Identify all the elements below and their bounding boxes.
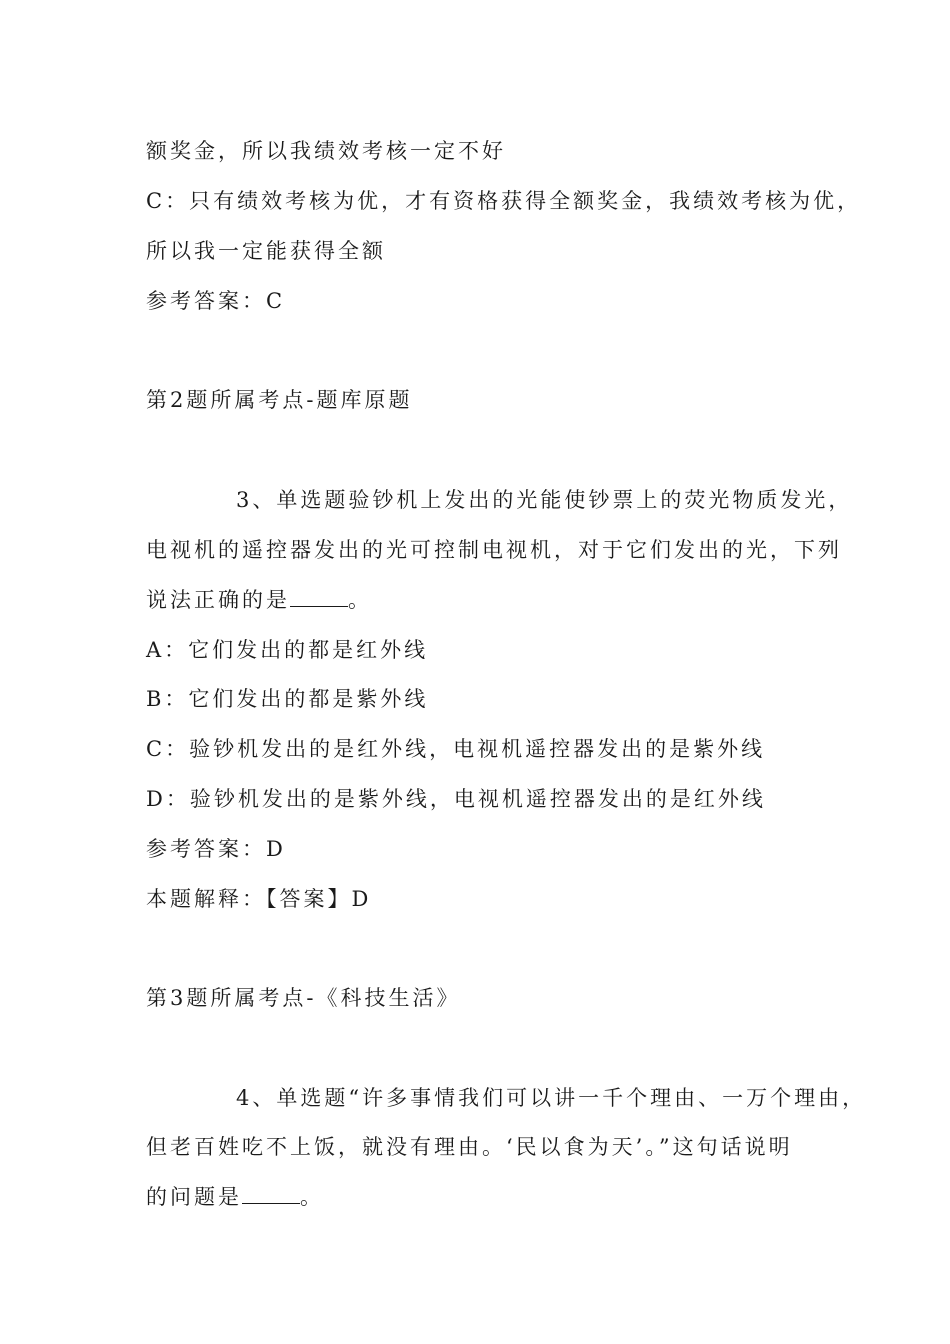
q3-option-d: D：验钞机发出的是紫外线，电视机遥控器发出的是红外线 [146,787,766,811]
q3-answer: 参考答案：D [146,837,286,861]
q2-text-line: 额奖金，所以我绩效考核一定不好 [146,139,506,163]
q3-option-c: C：验钞机发出的是红外线，电视机遥控器发出的是紫外线 [146,737,766,761]
q3-topic: 第3题所属考点-《科技生活》 [146,986,461,1010]
q4-stem-line3-text: 的问题是 [146,1185,242,1209]
q3-stem-line3-end: 。 [348,588,372,612]
q3-stem-line3-text: 说法正确的是 [146,588,290,612]
answer-blank [242,1183,300,1204]
q3-stem-line2: 电视机的遥控器发出的光可控制电视机，对于它们发出的光，下列 [146,538,842,562]
q4-stem-line3-end: 。 [300,1185,324,1209]
q3-option-a: A：它们发出的都是红外线 [146,638,429,662]
q3-explanation: 本题解释：【答案】D [146,887,372,911]
q3-option-b: B：它们发出的都是紫外线 [146,687,429,711]
q2-option-c-line1: C：只有绩效考核为优，才有资格获得全额奖金，我绩效考核为优， [146,189,862,213]
q2-option-c-line2: 所以我一定能获得全额 [146,239,386,263]
q4-stem-line2: 但老百姓吃不上饭，就没有理由。‘民以食为天’。”这句话说明 [146,1135,793,1159]
q2-answer: 参考答案：C [146,289,286,313]
q3-stem-line3 [146,586,372,614]
q4-stem-line1: 4、单选题“许多事情我们可以讲一千个理由、一万个理由， [236,1086,867,1110]
q3-stem-line1: 3、单选题验钞机上发出的光能使钞票上的荧光物质发光， [236,488,853,512]
q4-stem-line3 [146,1183,324,1211]
answer-blank [290,586,348,607]
q2-topic: 第2题所属考点-题库原题 [146,388,413,412]
